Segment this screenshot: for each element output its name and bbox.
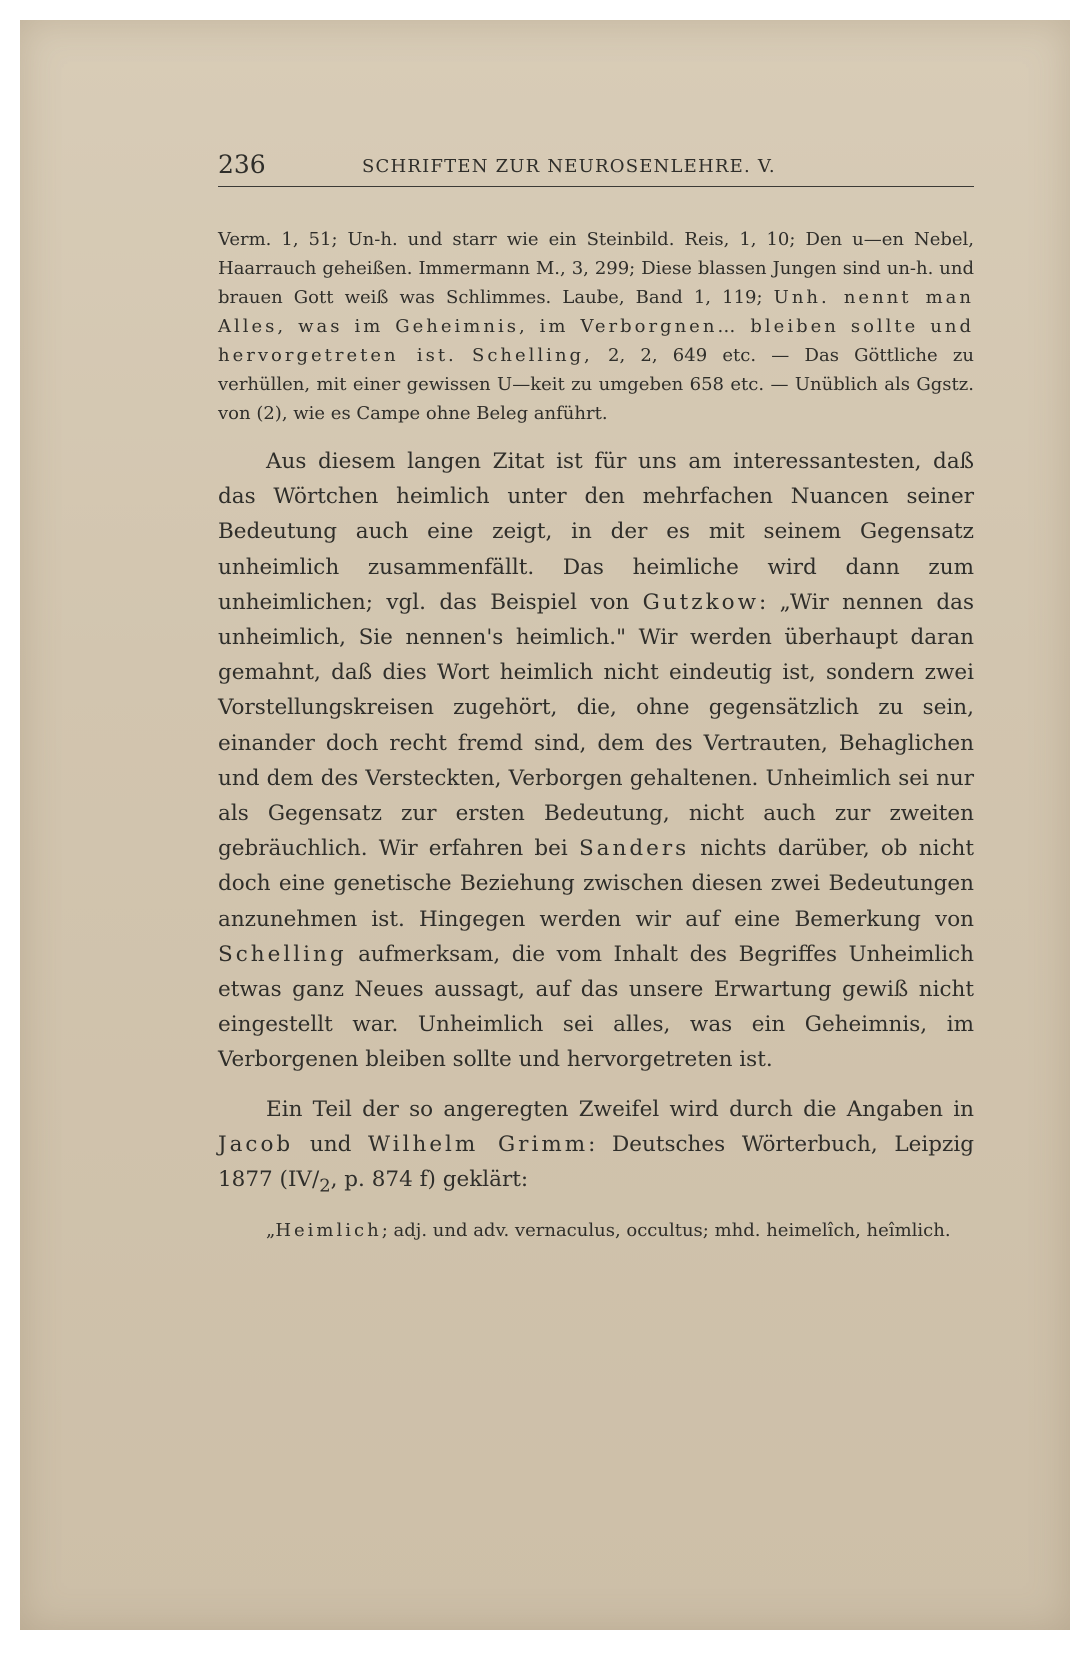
running-title: SCHRIFTEN ZUR NEUROSENLEHRE. V. — [362, 156, 776, 177]
page-body — [218, 225, 974, 1245]
page-number: 236 — [218, 150, 266, 179]
citation-text — [457, 345, 472, 366]
citation-paragraph — [218, 225, 974, 428]
paragraph-text: nichts darüber, ob nicht doch eine genetische Beziehung zwischen diesen zwei Bedeutungen anzunehmen ist. Hingegen werden wir auf eine Bemerkung von — [218, 836, 974, 932]
citation-author-emphasis: Schelling, — [472, 345, 593, 366]
paragraph-text: , p. 874 f) geklärt: — [330, 1167, 529, 1193]
body-paragraph — [218, 1092, 974, 1204]
author-name: Jacob — [218, 1131, 294, 1157]
paragraph-text: aufmerksam, die vom Inhalt des Begriffes Unheimlich etwas ganz Neues aussagt, auf das unsere Erwartung gewiß nicht eingestellt war. Unheimlich sei alles, was ein Geheimnis, im Verborgenen bleiben sollte und hervorgetreten ist. — [218, 941, 974, 1073]
paragraph-text: : „Wir nennen das unheimlich, Sie nennen's heimlich." Wir werden überhaupt daran gemahnt, daß dies Wort heimlich nicht eindeutig ist, sondern zwei Vorstellungskreisen zugehört, die, ohne gegensätzlich zu sein, einander doch recht fremd sind, dem des Vertrauten, Behaglichen und dem des Versteckten, Verborgen gehaltenen. Unheimlich sei nur als Gegensatz zur ersten Bedeutung, nicht auch zur zweiten gebräuchlich. Wir erfahren bei — [218, 589, 974, 862]
subscript-number: 2 — [319, 1175, 331, 1197]
citation-text: Verm. 1, 51; Un-h. und starr wie ein Steinbild. Reis, 1, 10; Den u—en Nebel, Haarrauch geheißen. Immermann M., 3, 299; Diese blassen Jungen sind un-h. und brauen Gott weiß was Schlimmes. Laube, Band 1, 119; — [218, 229, 974, 308]
page-header — [218, 150, 974, 187]
body-paragraph — [218, 444, 974, 1078]
paragraph-text: und — [293, 1131, 369, 1157]
quote-text: ; adj. und adv. vernaculus, occultus; mhd. heimelîch, heîmlich. — [381, 1219, 951, 1241]
citation-text: 2, 2, 649 etc. — Das Göttliche zu verhüllen, mit einer gewissen U—keit zu umgeben 658 etc. — Unüblich als Ggstz. von (2), wie es Campe ohne Beleg anführt. — [218, 345, 974, 424]
author-name: Schelling — [218, 941, 347, 967]
citation-emphasis-text: Unh. nennt man Alles, was im Geheimnis, im Verborgnen… bleiben sollte und hervorgetreten ist. — [218, 287, 975, 366]
paragraph-text: : Deutsches Wörterbuch, Leipzig 1877 (IV/ — [218, 1131, 974, 1193]
dictionary-quote — [218, 1216, 974, 1245]
paragraph-text: Aus diesem langen Zitat ist für uns am interessantesten, daß das Wörtchen heimlich unter den mehrfachen Nuancen seiner Bedeutung auch eine zeigt, in der es mit seinem Gegensatz unheimlich zusammenfällt. Das heimliche wird dann zum unheimlichen; vgl. das Beispiel von — [218, 449, 974, 615]
author-name: Gutzkow — [642, 589, 759, 615]
author-name: Sanders — [578, 836, 690, 862]
dictionary-headword: Heimlich — [275, 1219, 382, 1241]
quote-open-mark: „ — [266, 1219, 276, 1241]
paragraph-text: Ein Teil der so angeregten Zweifel wird durch die Angaben in — [266, 1096, 974, 1122]
author-name: Wilhelm Grimm — [368, 1131, 589, 1157]
